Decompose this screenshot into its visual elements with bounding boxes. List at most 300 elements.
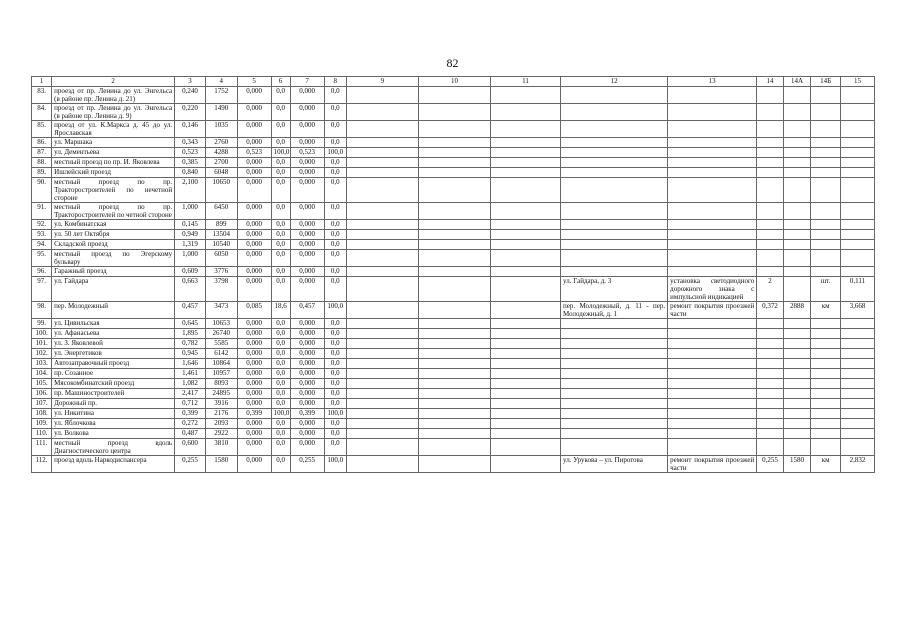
table-cell xyxy=(346,349,418,359)
table-cell: ремонт покрытия проезжей части xyxy=(668,302,757,319)
table-cell: 0,000 xyxy=(237,220,271,230)
table-cell xyxy=(418,359,490,369)
table-cell: 0,0 xyxy=(324,439,346,456)
table-cell xyxy=(757,409,784,419)
table-cell: 0,487 xyxy=(175,429,206,439)
table-cell xyxy=(491,250,561,267)
table-cell xyxy=(840,267,874,277)
table-cell: ул. Урукова – ул. Пирогова xyxy=(561,456,668,473)
table-cell xyxy=(346,399,418,409)
table-cell xyxy=(783,399,811,409)
table-cell: проезд от пр. Ленина до ул. Энгельса (в районе пр. Ленина д. 9) xyxy=(52,104,175,121)
table-cell xyxy=(346,389,418,399)
table-cell xyxy=(491,267,561,277)
table-cell xyxy=(418,121,490,138)
table-cell: 0,0 xyxy=(324,329,346,339)
table-cell xyxy=(840,429,874,439)
table-cell xyxy=(346,220,418,230)
table-cell: Гаражный проезд xyxy=(52,267,175,277)
table-cell: 0,0 xyxy=(324,220,346,230)
table-cell xyxy=(561,439,668,456)
table-cell xyxy=(840,148,874,158)
table-cell xyxy=(840,203,874,220)
table-cell xyxy=(783,104,811,121)
table-cell: 112. xyxy=(32,456,52,473)
table-cell: 4288 xyxy=(205,148,237,158)
table-cell: км xyxy=(811,456,841,473)
table-cell: 0,000 xyxy=(290,277,324,302)
table-cell: 0,000 xyxy=(237,399,271,409)
table-cell xyxy=(418,302,490,319)
table-cell: 0,000 xyxy=(290,369,324,379)
table-cell: 0,000 xyxy=(290,121,324,138)
column-header: 15 xyxy=(840,77,874,87)
table-cell xyxy=(757,319,784,329)
table-cell xyxy=(757,138,784,148)
table-cell xyxy=(418,319,490,329)
table-cell xyxy=(668,267,757,277)
table-cell: 100,0 xyxy=(324,409,346,419)
table-cell xyxy=(561,250,668,267)
table-cell xyxy=(491,168,561,178)
table-cell xyxy=(840,349,874,359)
table-cell: местный проезд вдоль Диагностического центра xyxy=(52,439,175,456)
table-cell xyxy=(811,419,841,429)
table-cell xyxy=(668,168,757,178)
table-cell xyxy=(840,87,874,104)
table-cell xyxy=(757,87,784,104)
table-cell xyxy=(418,230,490,240)
road-data-table xyxy=(31,76,875,473)
table-cell: 0,0 xyxy=(271,369,290,379)
table-cell: 0,0 xyxy=(271,399,290,409)
table-cell xyxy=(840,168,874,178)
column-header: 12 xyxy=(561,77,668,87)
table-cell: 109. xyxy=(32,419,52,429)
table-cell xyxy=(811,168,841,178)
table-cell: 0,000 xyxy=(290,319,324,329)
table-cell xyxy=(668,158,757,168)
table-cell xyxy=(418,409,490,419)
table-cell: 0,0 xyxy=(324,379,346,389)
table-cell xyxy=(840,104,874,121)
table-cell: 0,0 xyxy=(271,138,290,148)
table-cell: 1,000 xyxy=(175,203,206,220)
table-cell: 0,645 xyxy=(175,319,206,329)
table-cell: 0,0 xyxy=(324,419,346,429)
table-cell: 84. xyxy=(32,104,52,121)
table-cell xyxy=(346,250,418,267)
table-row xyxy=(32,267,875,277)
table-cell xyxy=(418,158,490,168)
table-row xyxy=(32,329,875,339)
table-cell: 0,0 xyxy=(324,230,346,240)
table-row xyxy=(32,230,875,240)
table-cell xyxy=(418,267,490,277)
table-cell: 99. xyxy=(32,319,52,329)
table-cell xyxy=(346,409,418,419)
table-row xyxy=(32,240,875,250)
table-cell xyxy=(840,379,874,389)
table-cell: 1580 xyxy=(783,456,811,473)
table-cell xyxy=(811,389,841,399)
table-cell: 0,000 xyxy=(237,121,271,138)
table-cell xyxy=(840,419,874,429)
table-cell xyxy=(783,250,811,267)
table-cell xyxy=(840,178,874,203)
table-cell xyxy=(561,203,668,220)
column-header: 10 xyxy=(418,77,490,87)
table-cell xyxy=(757,339,784,349)
table-cell: 0,343 xyxy=(175,138,206,148)
table-cell xyxy=(783,379,811,389)
table-cell: Складской проезд xyxy=(52,240,175,250)
table-cell xyxy=(491,419,561,429)
table-cell xyxy=(346,148,418,158)
table-cell xyxy=(757,148,784,158)
table-cell xyxy=(757,439,784,456)
table-cell xyxy=(561,339,668,349)
table-cell: пр. Созанное xyxy=(52,369,175,379)
table-cell: 0,000 xyxy=(237,349,271,359)
table-cell xyxy=(418,87,490,104)
table-cell: 0,000 xyxy=(290,329,324,339)
table-row xyxy=(32,220,875,230)
table-cell xyxy=(491,409,561,419)
table-cell: 0,000 xyxy=(290,379,324,389)
table-cell: км xyxy=(811,302,841,319)
table-cell xyxy=(561,104,668,121)
table-cell: ул. Дементьева xyxy=(52,148,175,158)
table-cell xyxy=(346,203,418,220)
column-header: 2 xyxy=(52,77,175,87)
table-cell xyxy=(561,87,668,104)
table-cell xyxy=(418,178,490,203)
table-cell xyxy=(783,369,811,379)
table-cell xyxy=(418,240,490,250)
table-cell xyxy=(418,429,490,439)
table-cell xyxy=(561,267,668,277)
table-cell: 0,000 xyxy=(290,203,324,220)
table-cell xyxy=(757,399,784,409)
table-row xyxy=(32,277,875,302)
table-cell: 0,000 xyxy=(290,349,324,359)
table-cell: 0,000 xyxy=(237,178,271,203)
table-cell xyxy=(418,379,490,389)
table-cell: 96. xyxy=(32,267,52,277)
table-cell xyxy=(783,148,811,158)
table-cell xyxy=(561,419,668,429)
column-header: 3 xyxy=(175,77,206,87)
table-row xyxy=(32,349,875,359)
table-cell xyxy=(491,158,561,168)
table-cell: 0,0 xyxy=(324,138,346,148)
column-header: 6 xyxy=(271,77,290,87)
table-cell xyxy=(418,138,490,148)
table-cell xyxy=(840,121,874,138)
table-row xyxy=(32,138,875,148)
table-cell xyxy=(783,267,811,277)
table-cell: 2922 xyxy=(205,429,237,439)
table-cell: 111. xyxy=(32,439,52,456)
table-header-row xyxy=(32,77,875,87)
table-cell xyxy=(491,230,561,240)
table-cell xyxy=(561,369,668,379)
table-cell xyxy=(757,329,784,339)
table-cell xyxy=(840,369,874,379)
table-cell xyxy=(668,439,757,456)
table-cell xyxy=(668,399,757,409)
table-cell xyxy=(561,148,668,158)
table-cell: 91. xyxy=(32,203,52,220)
table-cell: 0,949 xyxy=(175,230,206,240)
table-cell: 102. xyxy=(32,349,52,359)
table-cell xyxy=(757,104,784,121)
table-cell: 0,255 xyxy=(175,456,206,473)
table-cell xyxy=(811,240,841,250)
table-cell xyxy=(346,329,418,339)
table-cell: 0,457 xyxy=(290,302,324,319)
table-cell xyxy=(491,178,561,203)
table-cell: проезд от пр. Ленина до ул. Энгельса (в районе пр. Ленина д. 21) xyxy=(52,87,175,104)
table-cell xyxy=(561,399,668,409)
table-cell: 0,000 xyxy=(237,138,271,148)
table-cell: 0,399 xyxy=(175,409,206,419)
table-cell: 0,0 xyxy=(271,359,290,369)
table-cell xyxy=(491,369,561,379)
table-cell: 90. xyxy=(32,178,52,203)
table-cell xyxy=(811,158,841,168)
table-cell xyxy=(561,240,668,250)
table-cell xyxy=(757,250,784,267)
table-row xyxy=(32,148,875,158)
table-cell: 0,240 xyxy=(175,87,206,104)
table-row xyxy=(32,168,875,178)
table-cell: 1,000 xyxy=(175,250,206,267)
table-cell xyxy=(757,349,784,359)
table-cell: 3473 xyxy=(205,302,237,319)
table-cell xyxy=(757,389,784,399)
table-cell: 0,600 xyxy=(175,439,206,456)
table-cell: 0,0 xyxy=(271,230,290,240)
table-cell: 0,0 xyxy=(271,121,290,138)
table-cell xyxy=(757,230,784,240)
table-cell: ул. Гайдара, д. 3 xyxy=(561,277,668,302)
table-cell: 0,000 xyxy=(237,203,271,220)
table-cell xyxy=(783,158,811,168)
table-cell: 0,0 xyxy=(324,359,346,369)
table-cell xyxy=(668,203,757,220)
table-cell: 0,146 xyxy=(175,121,206,138)
table-cell: Ишлейский проезд xyxy=(52,168,175,178)
table-cell: 0,782 xyxy=(175,339,206,349)
table-cell: 104. xyxy=(32,369,52,379)
table-cell xyxy=(811,379,841,389)
table-cell: 0,0 xyxy=(271,419,290,429)
table-cell xyxy=(346,168,418,178)
table-cell xyxy=(840,230,874,240)
table-cell xyxy=(561,168,668,178)
table-cell: 0,000 xyxy=(237,168,271,178)
table-cell xyxy=(418,220,490,230)
table-cell: 0,000 xyxy=(237,240,271,250)
table-cell: 0,372 xyxy=(757,302,784,319)
table-cell xyxy=(757,429,784,439)
table-cell: 0,0 xyxy=(271,277,290,302)
table-cell: 2888 xyxy=(783,302,811,319)
table-cell xyxy=(783,439,811,456)
table-row xyxy=(32,409,875,419)
table-cell: ул. Яблочкова xyxy=(52,419,175,429)
table-cell: 0,000 xyxy=(290,399,324,409)
table-cell xyxy=(346,439,418,456)
table-cell xyxy=(561,389,668,399)
table-cell: установка светодиодного дорожного знака с импульсной индикацией xyxy=(668,277,757,302)
table-cell: 0,945 xyxy=(175,349,206,359)
table-cell xyxy=(491,138,561,148)
table-cell: 0,000 xyxy=(237,104,271,121)
table-cell: 1,461 xyxy=(175,369,206,379)
table-cell xyxy=(757,168,784,178)
table-cell: 100,0 xyxy=(324,148,346,158)
table-row xyxy=(32,359,875,369)
table-cell: 107. xyxy=(32,399,52,409)
table-cell: 100,0 xyxy=(271,148,290,158)
table-cell xyxy=(346,339,418,349)
table-cell: 1035 xyxy=(205,121,237,138)
table-cell: 2,832 xyxy=(840,456,874,473)
column-header: 14А xyxy=(783,77,811,87)
table-cell: 1,646 xyxy=(175,359,206,369)
table-cell xyxy=(561,138,668,148)
table-cell: 1,319 xyxy=(175,240,206,250)
table-cell: 0,272 xyxy=(175,419,206,429)
table-cell xyxy=(491,319,561,329)
table-cell xyxy=(346,277,418,302)
table-cell: 0,255 xyxy=(290,456,324,473)
table-cell: ул. Гайдара xyxy=(52,277,175,302)
column-header: 1 xyxy=(32,77,52,87)
table-cell xyxy=(418,369,490,379)
table-cell: 0,085 xyxy=(237,302,271,319)
table-cell: 6450 xyxy=(205,203,237,220)
table-cell xyxy=(840,409,874,419)
table-cell xyxy=(783,178,811,203)
table-cell xyxy=(418,168,490,178)
table-cell xyxy=(491,104,561,121)
table-cell: 0,0 xyxy=(271,439,290,456)
table-cell: ул. Афанасьева xyxy=(52,329,175,339)
table-cell: ул. Никитина xyxy=(52,409,175,419)
table-cell: 26740 xyxy=(205,329,237,339)
table-cell xyxy=(346,178,418,203)
table-row xyxy=(32,419,875,429)
table-cell xyxy=(346,121,418,138)
table-cell xyxy=(561,359,668,369)
column-header: 11 xyxy=(491,77,561,87)
table-cell xyxy=(418,456,490,473)
table-cell xyxy=(757,419,784,429)
column-header: 7 xyxy=(290,77,324,87)
table-cell xyxy=(491,339,561,349)
table-cell: 0,000 xyxy=(290,359,324,369)
table-row xyxy=(32,302,875,319)
table-cell xyxy=(783,277,811,302)
table-cell xyxy=(757,369,784,379)
table-cell xyxy=(811,138,841,148)
table-cell xyxy=(811,399,841,409)
table-cell xyxy=(783,220,811,230)
table-cell xyxy=(561,158,668,168)
table-cell: шт. xyxy=(811,277,841,302)
table-cell: 2700 xyxy=(205,158,237,168)
table-cell: 0,0 xyxy=(271,267,290,277)
table-cell: 0,0 xyxy=(324,369,346,379)
table-cell xyxy=(757,158,784,168)
table-cell xyxy=(418,339,490,349)
table-cell: Автозаправочный проезд xyxy=(52,359,175,369)
table-row xyxy=(32,121,875,138)
table-cell xyxy=(418,349,490,359)
table-cell: 1580 xyxy=(205,456,237,473)
table-cell xyxy=(757,240,784,250)
table-cell: 89. xyxy=(32,168,52,178)
table-cell: 2760 xyxy=(205,138,237,148)
table-cell: 3810 xyxy=(205,439,237,456)
table-cell: 0,000 xyxy=(237,158,271,168)
table-cell xyxy=(811,369,841,379)
table-cell xyxy=(811,359,841,369)
table-cell: 0,000 xyxy=(290,230,324,240)
table-cell xyxy=(668,379,757,389)
table-cell: 0,663 xyxy=(175,277,206,302)
table-cell xyxy=(668,369,757,379)
table-cell xyxy=(783,329,811,339)
table-cell: 0,0 xyxy=(271,339,290,349)
table-cell: 0,000 xyxy=(290,178,324,203)
table-cell: 100,0 xyxy=(271,409,290,419)
table-cell xyxy=(346,240,418,250)
table-cell xyxy=(346,359,418,369)
table-cell xyxy=(668,230,757,240)
table-cell: 0,0 xyxy=(324,267,346,277)
table-cell: 0,000 xyxy=(237,439,271,456)
table-cell: 0,523 xyxy=(175,148,206,158)
table-cell: 0,000 xyxy=(290,419,324,429)
table-cell: ул. Цивильская xyxy=(52,319,175,329)
table-cell xyxy=(840,158,874,168)
table-cell xyxy=(346,456,418,473)
table-cell: местный проезд по пр. Тракторостроителей по нечетной стороне xyxy=(52,178,175,203)
table-cell xyxy=(811,178,841,203)
table-cell: 3916 xyxy=(205,399,237,409)
table-cell xyxy=(811,349,841,359)
table-cell xyxy=(561,220,668,230)
table-cell xyxy=(491,399,561,409)
table-cell xyxy=(346,104,418,121)
table-cell: 0,000 xyxy=(237,419,271,429)
table-cell: 103. xyxy=(32,359,52,369)
table-cell xyxy=(561,409,668,419)
table-cell xyxy=(346,230,418,240)
table-cell xyxy=(346,419,418,429)
table-cell xyxy=(491,429,561,439)
table-cell xyxy=(561,319,668,329)
table-cell: 0,000 xyxy=(237,379,271,389)
table-row xyxy=(32,429,875,439)
table-cell: 0,000 xyxy=(290,439,324,456)
table-cell xyxy=(418,439,490,456)
